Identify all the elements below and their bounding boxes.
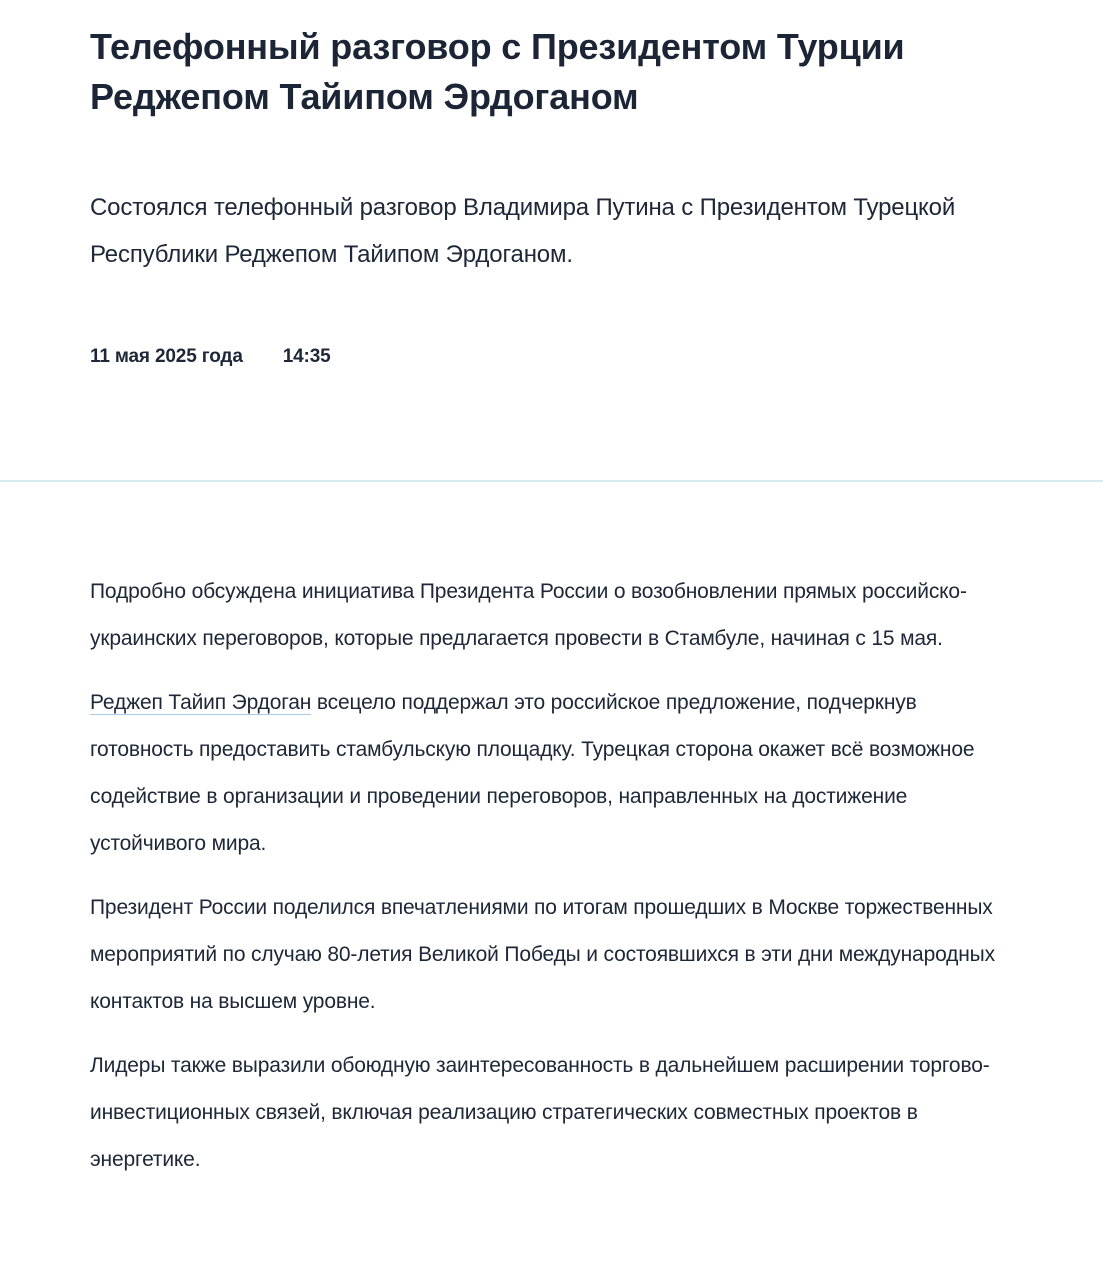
publish-date: 11 мая 2025 года (90, 346, 243, 367)
article-header (0, 22, 1103, 368)
article-paragraph: Реджеп Тайип Эрдоган всецело поддержал это российское предложение, подчеркнув готовность предоставить стамбульскую площадку. Турецкая сторона окажет всё возможное содействие в организации и проведении переговоров, направленных на достижение устойчивого мира. (90, 691, 975, 855)
article-body (0, 482, 1103, 1235)
article-paragraph: Подробно обсуждена инициатива Президента России о возобновлении прямых российско-украинских переговоров, которые предлагается провести в Стамбуле, начиная с 15 мая. (90, 580, 967, 650)
article-paragraph: Президент России поделился впечатлениями по итогам прошедших в Москве торжественных мероприятий по случаю 80-летия Великой Победы и состоявшихся в эти дни международных контактов на высшем уровне. (90, 896, 995, 1013)
article-paragraph: Лидеры также выразили обоюдную заинтересованность в дальнейшем расширении торгово-инвестиционных связей, включая реализацию стратегических совместных проектов в энергетике. (90, 1054, 990, 1171)
article (0, 22, 1103, 1235)
article-lead: Состоялся телефонный разговор Владимира Путина с Президентом Турецкой Республики Реджепом Тайипом Эрдоганом. (90, 194, 956, 268)
page-title: Телефонный разговор с Президентом Турции Реджепом Тайипом Эрдоганом (90, 26, 905, 117)
erdogan-link[interactable]: Реджеп Тайип Эрдоган (90, 691, 312, 714)
article-meta (90, 346, 1020, 368)
publish-time: 14:35 (282, 346, 331, 367)
